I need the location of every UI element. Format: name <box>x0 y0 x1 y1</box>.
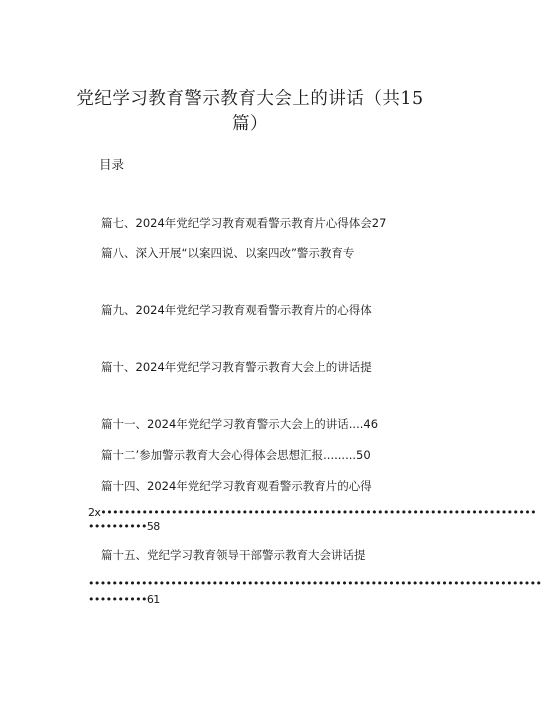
toc-entry-15-page: ••••••••••61 <box>88 593 160 606</box>
toc-entry-10: 篇十、2024年党纪学习教育警示教育大会上的讲话提 <box>101 360 372 374</box>
toc-entry-8: 篇八、深入开展“以案四说、以案四改”警示教育专 <box>101 246 355 260</box>
toc-entry-15: 篇十五、党纪学习教育领导干部警示教育大会讲话提 <box>101 548 366 562</box>
toc-entry-15-leader: ••••••••••••••••••••••••••••••••••••••••••••••••••••••••••••••••••••••••••••• <box>88 577 541 590</box>
document-title-line-1: 党纪学习教育警示教育大会上的讲话（共15 <box>76 89 424 109</box>
toc-entry-7: 篇七、2024年党纪学习教育观看警示教育片心得体会27 <box>101 216 387 230</box>
toc-entry-14-leader: 2x•••••••••••••••••••••••••••••••••••••••••••••••••••••••••••••••••••••••••• <box>88 506 537 519</box>
toc-entry-14-page: ••••••••••58 <box>88 520 160 533</box>
toc-entry-12: 篇十二’参加警示教育大会心得体会思想汇报.........50 <box>101 448 371 462</box>
document-title-line-2: 篇） <box>232 114 268 134</box>
toc-entry-11: 篇十一、2024年党纪学习教育警示大会上的讲话....46 <box>101 417 379 431</box>
toc-entry-9: 篇九、2024年党纪学习教育观看警示教育片的心得体 <box>101 303 372 317</box>
toc-entry-14: 篇十四、2024年党纪学习教育观看警示教育片的心得 <box>101 479 372 493</box>
toc-heading: 目录 <box>99 157 125 172</box>
